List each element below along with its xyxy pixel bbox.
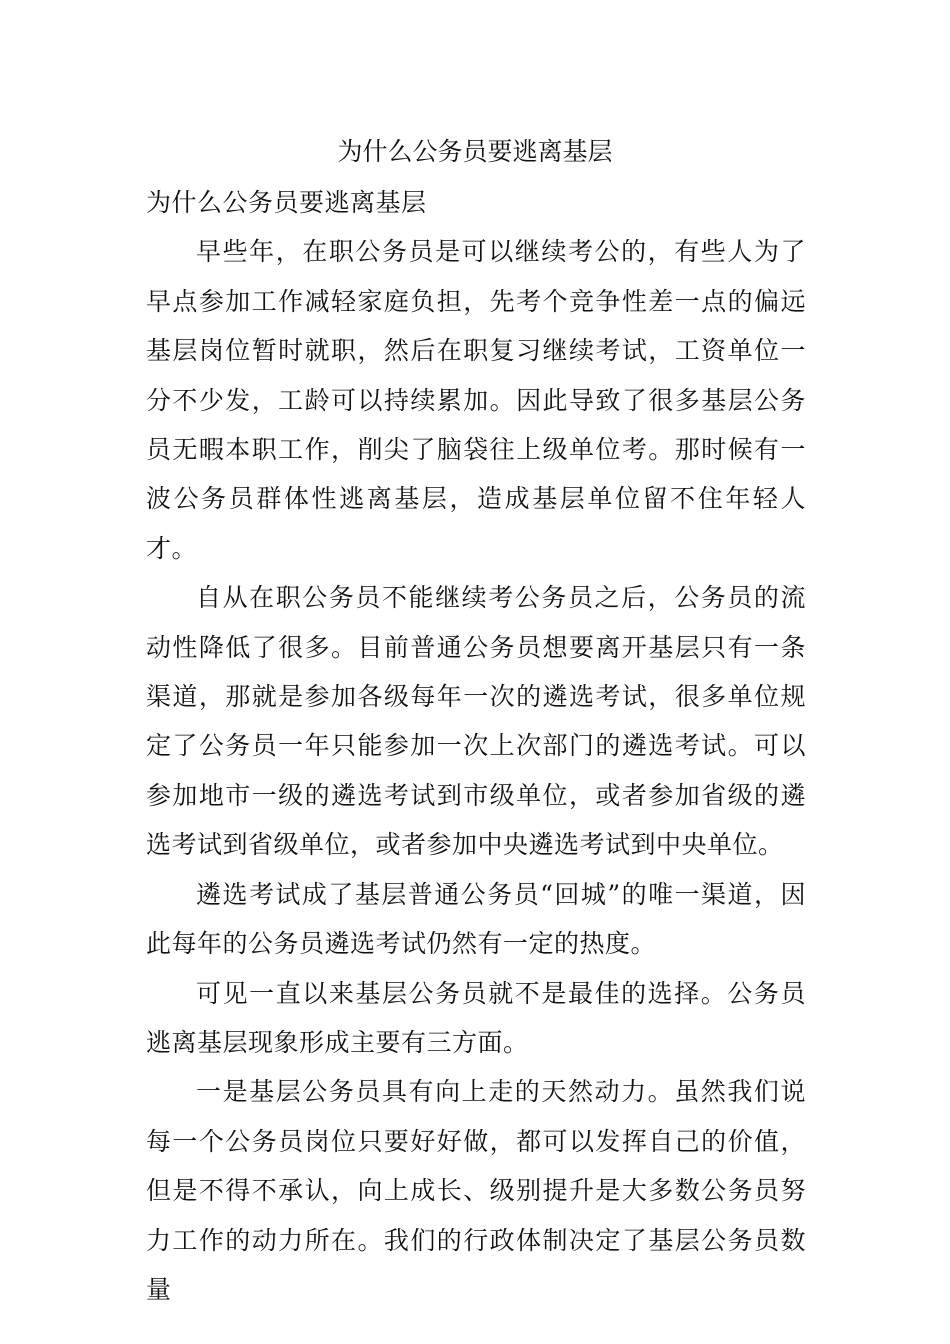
- document-title: 为什么公务员要逃离基层: [337, 137, 613, 166]
- paragraph-2: 自从在职公务员不能继续考公务员之后，公务员的流动性降低了很多。目前普通公务员想要离开基层只有一条渠道，那就是参加各级每年一次的遴选考试，很多单位规定了公务员一年只能参加一次上次部门的遴选考试。可以参加地市一级的遴选考试到市级单位，或者参加省级的遴选考试到省级单位，或者参加中央遴选考试到中央单位。: [146, 583, 806, 860]
- paragraph-3: 遴选考试成了基层普通公务员“回城”的唯一渠道，因此每年的公务员遴选考试仍然有一定的热度。: [146, 879, 806, 959]
- paragraph-1: 早些年，在职公务员是可以继续考公的，有些人为了早点参加工作减轻家庭负担，先考个竞争性差一点的偏远基层岗位暂时就职，然后在职复习继续考试，工资单位一分不少发，工龄可以持续累加。因此导致了很多基层公务员无暇本职工作，削尖了脑袋往上级单位考。那时候有一波公务员群体性逃离基层，造成基层单位留不住年轻人才。: [146, 237, 806, 563]
- paragraph-5: 一是基层公务员具有向上走的天然动力。虽然我们说每一个公务员岗位只要好好做，都可以发挥自己的价值，但是不得不承认，向上成长、级别提升是大多数公务员努力工作的动力所在。我们的行政体制决定了基层公务员数量: [146, 1077, 806, 1304]
- document-body: [146, 178, 806, 1314]
- document-subtitle: 为什么公务员要逃离基层: [146, 188, 427, 217]
- paragraph-4: 可见一直以来基层公务员就不是最佳的选择。公务员逃离基层现象形成主要有三方面。: [146, 978, 806, 1057]
